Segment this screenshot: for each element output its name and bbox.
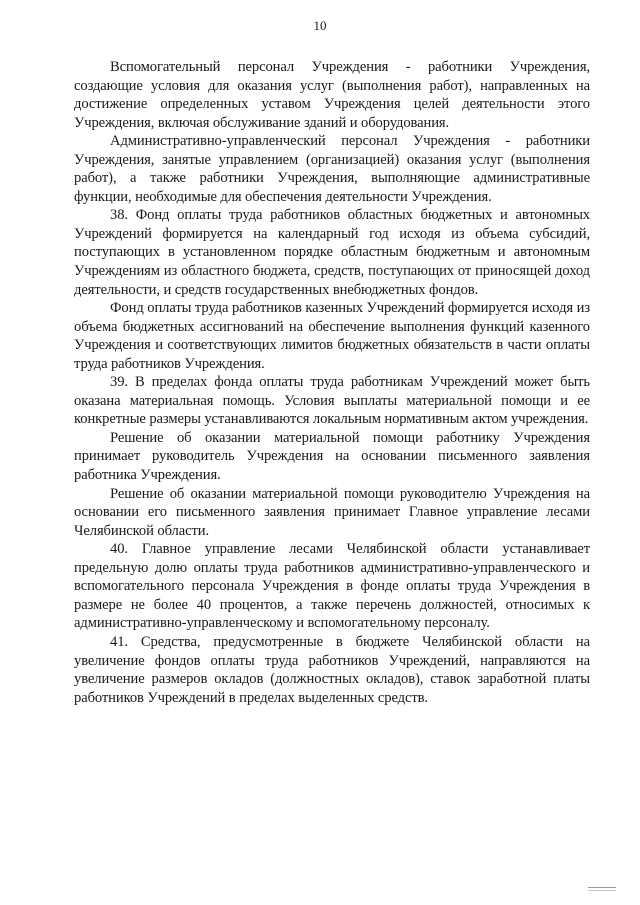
paragraph-aid-to-head: Решение об оказании материальной помощи руководителю Учреждения на основании его письменного заявления принимает Главное управление лесами Челябинской области. (74, 485, 590, 539)
paragraph-aid-to-employee: Решение об оказании материальной помощи работнику Учреждения принимает руководитель Учреждения на основании письменного заявления работника Учреждения. (74, 429, 590, 484)
page-number: 10 (313, 18, 327, 33)
paragraph-admin-staff: Административно-управленческий персонал Учреждения - работники Учреждения, занятые управлением (организацией) оказания услуг (выполнения работ), а также работники Учреждения, выполняющие административные функции, необходимые для обеспечения деятельности Учреждения. (74, 133, 590, 205)
scan-footer-mark (588, 887, 616, 891)
document-body (74, 58, 590, 707)
paragraph-state-institutions-fund: Фонд оплаты труда работников казенных Учреждений формируется исходя из объема бюджетных ассигнований на обеспечение выполнения функций казенного Учреждения и соответствующих лимитов бюджетных обязательств в части оплаты труда работников Учреждения. (74, 300, 590, 372)
paragraph-40: 40. Главное управление лесами Челябинской области устанавливает предельную долю оплаты труда работников административно-управленческого и вспомогательного персонала Учреждения в фонде оплаты труда Учреждения в размере не более 40 процентов, а также перечень должностей, относимых к административно-управленческому и вспомогательному персоналу. (74, 541, 590, 632)
paragraph-support-staff: Вспомогательный персонал Учреждения - работники Учреждения, создающие условия для оказания услуг (выполнения работ), направленных на достижение определенных уставом Учреждения целей деятельности этого Учреждения, включая обслуживание зданий и оборудования. (74, 59, 590, 131)
paragraph-38: 38. Фонд оплаты труда работников областных бюджетных и автономных Учреждений формируется на календарный год исходя из объема субсидий, поступающих в установленном порядке областным бюджетным и автономным Учреждениям из областного бюджета, средств, поступающих от приносящей доход деятельности, и средств государственных внебюджетных фондов. (74, 207, 590, 298)
paragraph-39: 39. В пределах фонда оплаты труда работникам Учреждений может быть оказана материальная помощь. Условия выплаты материальной помощи и ее конкретные размеры устанавливаются локальным нормативным актом учреждения. (74, 374, 590, 428)
paragraph-41: 41. Средства, предусмотренные в бюджете Челябинской области на увеличение фондов оплаты труда работников Учреждений, направляются на увеличение размеров окладов (должностных окладов), ставок заработной платы работников Учреждений в пределах выделенных средств. (74, 633, 590, 706)
